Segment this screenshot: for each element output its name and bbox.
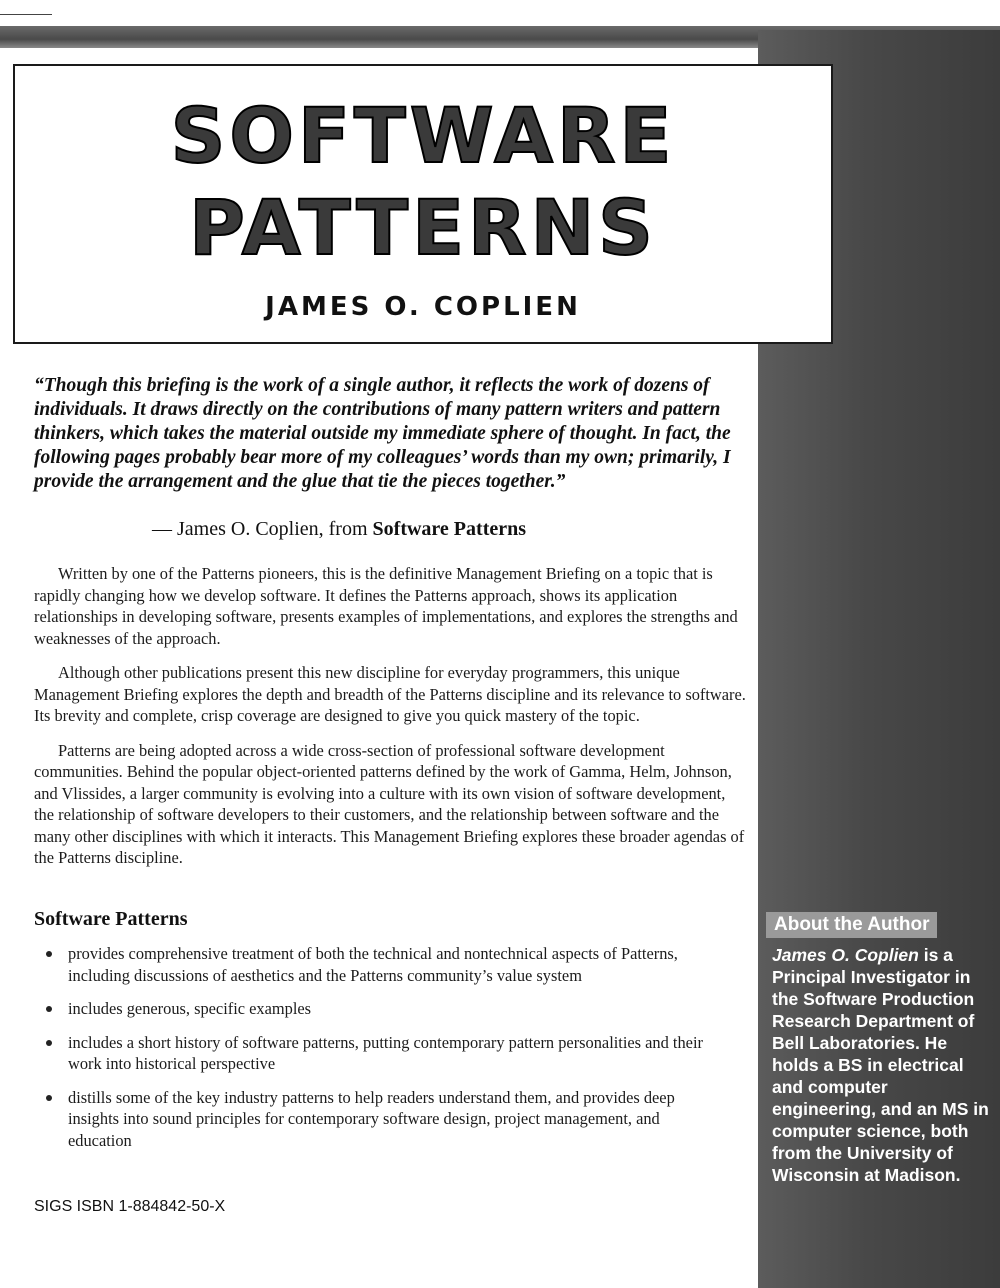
bullet-icon xyxy=(46,1040,52,1046)
top-rule xyxy=(0,14,52,15)
bullet-icon xyxy=(46,1006,52,1012)
attribution-title: Software Patterns xyxy=(372,518,527,540)
title-box xyxy=(13,64,833,344)
attribution-prefix: — James O. Coplien, from xyxy=(152,518,373,540)
feature-item xyxy=(34,998,724,1020)
about-author-heading: About the Author xyxy=(766,912,937,938)
about-author-bio xyxy=(772,944,994,1186)
title-line-2: PATTERNS xyxy=(189,183,657,272)
feature-text: includes a short history of software patterns, putting contemporary pattern personalities and their work into historical perspective xyxy=(68,1032,703,1073)
quote-attribution xyxy=(152,518,526,541)
about-author-bio-text: is a Principal Investigator in the Software Production Research Department of Bell Laboratories. He holds a BS in electrical and computer engineering, and an MS in computer science, both from the University of Wisconsin at Madison. xyxy=(772,945,989,1185)
description-body xyxy=(34,563,746,882)
title-line-1: SOFTWARE xyxy=(170,91,676,180)
feature-item xyxy=(34,943,724,986)
feature-text: includes generous, specific examples xyxy=(68,999,312,1018)
features-heading: Software Patterns xyxy=(34,908,188,930)
feature-text: provides comprehensive treatment of both the technical and nontechnical aspects of Patterns, including discussions of aesthetics and the Patterns community’s value system xyxy=(68,944,678,985)
pull-quote: “Though this briefing is the work of a single author, it reflects the work of dozens of individuals. It draws directly on the contributions of many pattern writers and pattern thinkers, which takes the material outside my immediate sphere of thought. In fact, the following pages probably bear more of my colleagues’ words than my own; primarily, I provide the arrangement and the glue that tie the pieces together.” xyxy=(34,375,731,492)
author-name: JAMES O. COPLIEN xyxy=(265,292,581,322)
bullet-icon xyxy=(46,1095,52,1101)
features-list xyxy=(34,943,724,1163)
feature-item xyxy=(34,1032,724,1075)
feature-item xyxy=(34,1087,724,1152)
body-paragraph: Although other publications present this new discipline for everyday programmers, this unique Management Briefing explores the depth and breadth of the Patterns discipline and its relevance to software. Its brevity and complete, crisp coverage are designed to give you quick mastery of the topic. xyxy=(34,663,746,725)
body-paragraph: Written by one of the Patterns pioneers, this is the definitive Management Briefing on a topic that is rapidly changing how we develop software. It defines the Patterns approach, shows its application relationships in developing software, presents examples of implementations, and explores the strengths and weaknesses of the approach. xyxy=(34,564,738,648)
about-author-name: James O. Coplien xyxy=(772,945,919,965)
feature-text: distills some of the key industry patterns to help readers understand them, and provides deep insights into sound principles for contemporary software design, project management, and education xyxy=(68,1087,675,1150)
body-paragraph: Patterns are being adopted across a wide cross-section of professional software development communities. Behind the popular object-oriented patterns defined by the work of Gamma, Helm, Johnson, and Vlissides, a larger community is evolving into a culture with its own vision of software development, the relationship of software developers to their customers, and the relationship between software and the many other disciplines with which it interacts. This Management Briefing explores these broader agendas of the Patterns discipline. xyxy=(34,740,745,867)
isbn: SIGS ISBN 1-884842-50-X xyxy=(34,1198,226,1215)
bullet-icon xyxy=(46,951,52,957)
about-author xyxy=(764,912,994,1186)
